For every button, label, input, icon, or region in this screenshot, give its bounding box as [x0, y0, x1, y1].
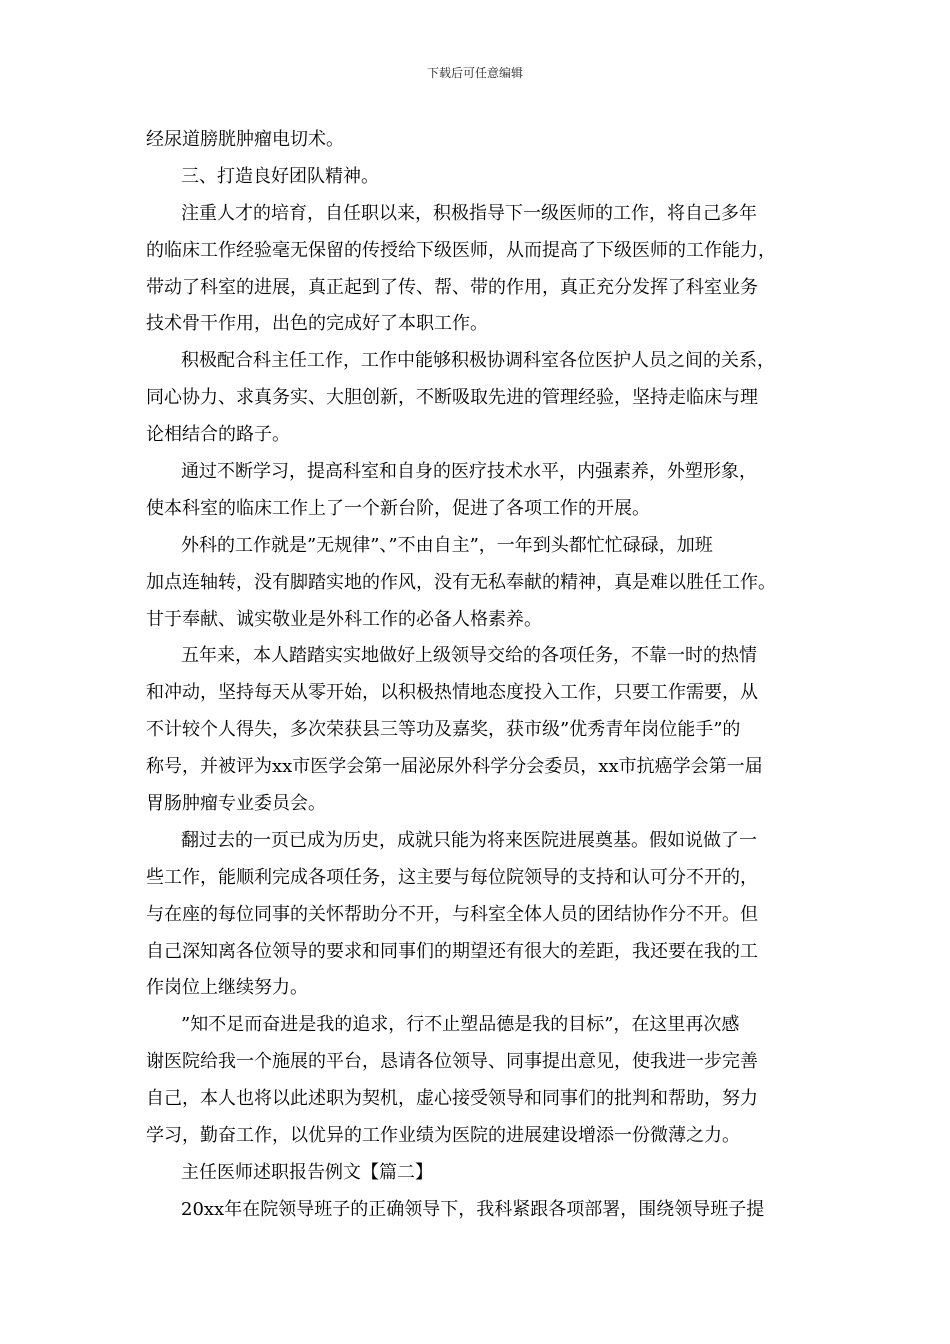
text-line: 外科的工作就是”无规律”、”不由自主”，一年到头都忙忙碌碌，加班	[181, 534, 713, 556]
text-line: 作岗位上继续努力。	[146, 977, 308, 999]
text-line: 胃肠肿瘤专业委员会。	[146, 793, 326, 815]
text-line: 与在座的每位同事的关怀帮助分不开，与科室全体人员的团结协作分不开。但	[146, 903, 758, 925]
text-line: 积极配合科主任工作，工作中能够积极协调科室各位医护人员之间的关系，	[181, 350, 775, 372]
text-line: 三、打造良好团队精神。	[181, 165, 379, 187]
text-line: 谢医院给我一个施展的平台，恳请各位领导、同事提出意见，使我进一步完善	[146, 1051, 758, 1073]
text-line: 通过不断学习，提高科室和自身的医疗技术水平，内强素养，外塑形象，	[181, 461, 757, 483]
text-line: 甘于奉献、诚实敬业是外科工作的必备人格素养。	[146, 608, 542, 630]
text-line: 自己，本人也将以此述职为契机，虚心接受领导和同事们的批判和帮助，努力	[146, 1088, 758, 1110]
text-line: 加点连轴转，没有脚踏实地的作风，没有无私奉献的精神，真是难以胜任工作。	[146, 571, 776, 593]
text-line: 技术骨干作用，出色的完成好了本职工作。	[146, 313, 488, 335]
text-line: 些工作，能顺利完成各项任务，这主要与每位院领导的支持和认可分不开的，	[146, 866, 758, 888]
text-line: 20xx年在院领导班子的正确领导下，我科紧跟各项部署，围绕领导班子提	[181, 1198, 765, 1220]
text-line: 论相结合的路子。	[146, 424, 290, 446]
text-line: 自己深知离各位领导的要求和同事们的期望还有很大的差距，我还要在我的工	[146, 940, 758, 962]
text-line: 学习，勤奋工作，以优异的工作业绩为医院的进展建设增添一份微薄之力。	[146, 1125, 740, 1147]
text-line: 和冲动，坚持每天从零开始，以积极热情地态度投入工作，只要工作需要，从	[146, 682, 758, 704]
text-line: 同心协力、求真务实、大胆创新，不断吸取先进的管理经验，坚持走临床与理	[146, 387, 758, 409]
text-line: 带动了科室的进展，真正起到了传、帮、带的作用，真正充分发挥了科室业务	[146, 276, 758, 298]
text-line: 主任医师述职报告例文【篇二】	[181, 1161, 433, 1183]
text-line: 经尿道膀胱肿瘤电切术。	[146, 129, 344, 150]
text-line: 不计较个人得失，多次荣获县三等功及嘉奖，获市级”优秀青年岗位能手”的	[146, 719, 741, 741]
text-line: 使本科室的临床工作上了一个新台阶，促进了各项工作的开展。	[146, 497, 650, 519]
text-line: 五年来，本人踏踏实实地做好上级领导交给的各项任务，不靠一时的热情	[181, 645, 757, 667]
text-line: 的临床工作经验毫无保留的传授给下级医师，从而提高了下级医师的工作能力，	[146, 239, 776, 261]
text-line: 翻过去的一页已成为历史，成就只能为将来医院进展奠基。假如说做了一	[181, 829, 757, 851]
text-line: 称号，并被评为xx市医学会第一届泌尿外科学分会委员，xx市抗癌学会第一届	[146, 756, 763, 778]
text-line: 注重人才的培育，自任职以来，积极指导下一级医师的工作，将自己多年	[181, 202, 757, 224]
text-line: ”知不足而奋进是我的追求，行不止塑品德是我的目标”，在这里再次感	[181, 1014, 740, 1036]
page-header: 下载后可任意编辑	[426, 66, 523, 80]
document-body	[146, 122, 816, 1229]
